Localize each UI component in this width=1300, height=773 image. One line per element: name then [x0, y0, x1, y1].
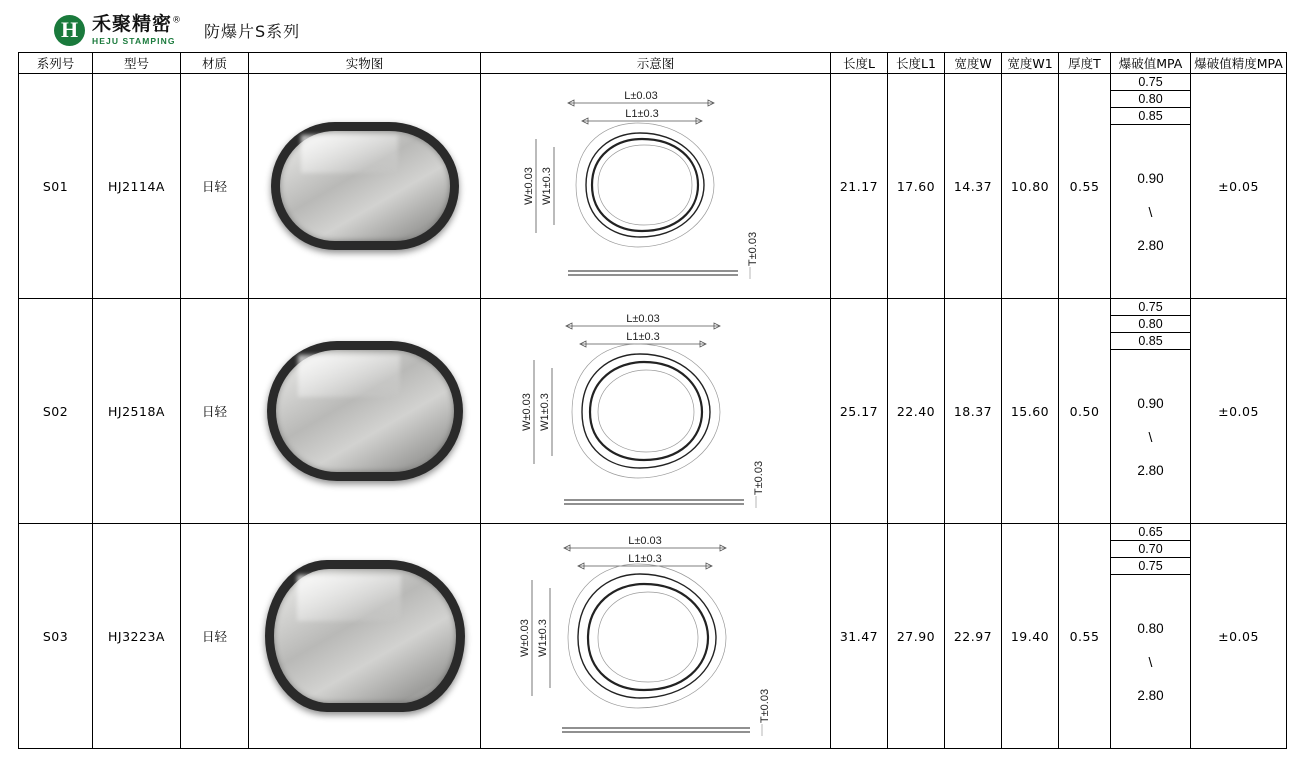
- page-title: 防爆片S系列: [204, 21, 301, 41]
- col-photo: 实物图: [249, 53, 481, 74]
- burst-discrete-list: [1111, 524, 1190, 575]
- cell-burst-values: [1111, 74, 1191, 299]
- burst-range-separator: \: [1148, 428, 1153, 445]
- cell-width-w1: 10.80: [1002, 74, 1059, 299]
- product-photo: [249, 299, 480, 523]
- spec-table: [18, 52, 1287, 749]
- burst-value: 0.75: [1111, 74, 1190, 91]
- cell-burst-values: [1111, 299, 1191, 524]
- burst-disc-image: [271, 122, 459, 250]
- technical-drawing: [481, 74, 830, 298]
- col-series: 系列号: [19, 53, 93, 74]
- cell-model: HJ2114A: [93, 74, 181, 299]
- cell-thickness-t: 0.50: [1059, 299, 1111, 524]
- cell-series: S01: [19, 74, 93, 299]
- cell-thickness-t: 0.55: [1059, 524, 1111, 749]
- cell-material: 日轻: [181, 299, 249, 524]
- table-row: [19, 299, 1287, 524]
- document-header: [18, 8, 1286, 52]
- label-w1: W1±0.3: [538, 392, 551, 431]
- col-length-l1: 长度L1: [888, 53, 945, 74]
- logo-company-name-cn-text: 禾聚精密: [92, 12, 173, 35]
- cell-length-l1: 22.40: [888, 299, 945, 524]
- disc-highlight: [297, 575, 401, 621]
- burst-disc-image: [267, 341, 463, 481]
- col-drawing: 示意图: [481, 53, 831, 74]
- label-w: W±0.03: [518, 619, 531, 657]
- label-l: L±0.03: [627, 535, 662, 547]
- registered-mark: ®: [172, 15, 183, 26]
- burst-value: 0.80: [1111, 316, 1190, 333]
- logo-letter: H: [60, 17, 79, 42]
- col-width-w: 宽度W: [945, 53, 1002, 74]
- cell-series: S02: [19, 299, 93, 524]
- burst-discrete-list: [1111, 74, 1190, 125]
- burst-disc-image: [265, 560, 465, 712]
- cell-length-l: 25.17: [831, 299, 888, 524]
- cell-length-l1: 27.90: [888, 524, 945, 749]
- cell-length-l: 21.17: [831, 74, 888, 299]
- cell-drawing: [481, 524, 831, 749]
- col-thickness-t: 厚度T: [1059, 53, 1111, 74]
- drawing-svg-s01: [506, 81, 806, 291]
- company-logo: [54, 12, 183, 46]
- burst-value: 0.75: [1111, 558, 1190, 575]
- burst-value: 0.85: [1111, 108, 1190, 125]
- cell-burst-accuracy: ±0.05: [1191, 299, 1287, 524]
- cell-length-l1: 17.60: [888, 74, 945, 299]
- product-photo: [249, 74, 480, 298]
- product-photo: [249, 524, 480, 748]
- cell-burst-values: [1111, 524, 1191, 749]
- col-length-l: 长度L: [831, 53, 888, 74]
- burst-value: 0.75: [1111, 299, 1190, 316]
- table-row: [19, 74, 1287, 299]
- cell-series: S03: [19, 524, 93, 749]
- disc-highlight: [298, 355, 400, 397]
- cell-length-l: 31.47: [831, 524, 888, 749]
- technical-drawing: [481, 299, 830, 523]
- disc-highlight: [301, 135, 399, 173]
- burst-value: 0.85: [1111, 333, 1190, 350]
- drawing-svg-s02: [506, 304, 806, 519]
- col-model: 型号: [93, 53, 181, 74]
- label-l1: L1±0.3: [627, 553, 662, 565]
- label-w: W±0.03: [522, 167, 535, 205]
- burst-range: [1111, 575, 1190, 748]
- cell-thickness-t: 0.55: [1059, 74, 1111, 299]
- label-t: T±0.03: [746, 231, 759, 267]
- drawing-svg-s03: [506, 526, 806, 746]
- logo-company-name-en: HEJU STAMPING: [92, 35, 176, 46]
- cell-width-w1: 15.60: [1002, 299, 1059, 524]
- cell-photo: [249, 74, 481, 299]
- cell-width-w: 18.37: [945, 299, 1002, 524]
- cell-model: HJ3223A: [93, 524, 181, 749]
- burst-range: [1111, 350, 1190, 523]
- burst-range-separator: \: [1148, 653, 1153, 670]
- burst-range-start: 0.80: [1137, 620, 1164, 636]
- cell-burst-accuracy: ±0.05: [1191, 524, 1287, 749]
- logo-text: [92, 12, 183, 46]
- burst-range-end: 2.80: [1137, 237, 1164, 253]
- cell-material: 日轻: [181, 524, 249, 749]
- burst-range-end: 2.80: [1137, 462, 1164, 478]
- label-l1: L1±0.3: [624, 108, 659, 120]
- burst-discrete-list: [1111, 299, 1190, 350]
- burst-range: [1111, 125, 1190, 298]
- cell-burst-accuracy: ±0.05: [1191, 74, 1287, 299]
- label-l: L±0.03: [623, 90, 658, 102]
- burst-value: 0.65: [1111, 524, 1190, 541]
- table-row: [19, 524, 1287, 749]
- label-l1: L1±0.3: [625, 330, 660, 343]
- label-w1: W1±0.3: [540, 167, 553, 205]
- label-t: T±0.03: [758, 688, 771, 724]
- logo-mark-icon: [54, 15, 85, 46]
- burst-value: 0.80: [1111, 91, 1190, 108]
- cell-width-w: 14.37: [945, 74, 1002, 299]
- cell-photo: [249, 299, 481, 524]
- logo-company-name-cn: [92, 12, 183, 35]
- label-w: W±0.03: [520, 392, 533, 431]
- cell-width-w: 22.97: [945, 524, 1002, 749]
- table-header-row: [19, 53, 1287, 74]
- label-l: L±0.03: [625, 312, 660, 325]
- label-t: T±0.03: [752, 460, 765, 495]
- cell-photo: [249, 524, 481, 749]
- burst-range-start: 0.90: [1137, 170, 1164, 186]
- burst-range-start: 0.90: [1137, 395, 1164, 411]
- technical-drawing: [481, 524, 830, 748]
- col-width-w1: 宽度W1: [1002, 53, 1059, 74]
- cell-drawing: [481, 74, 831, 299]
- cell-width-w1: 19.40: [1002, 524, 1059, 749]
- burst-range-separator: \: [1148, 203, 1153, 220]
- label-w1: W1±0.3: [536, 619, 549, 657]
- cell-model: HJ2518A: [93, 299, 181, 524]
- burst-range-end: 2.80: [1137, 687, 1164, 703]
- col-burst-value: 爆破值MPA: [1111, 53, 1191, 74]
- col-material: 材质: [181, 53, 249, 74]
- burst-value: 0.70: [1111, 541, 1190, 558]
- cell-drawing: [481, 299, 831, 524]
- col-burst-accuracy: 爆破值精度MPA: [1191, 53, 1287, 74]
- cell-material: 日轻: [181, 74, 249, 299]
